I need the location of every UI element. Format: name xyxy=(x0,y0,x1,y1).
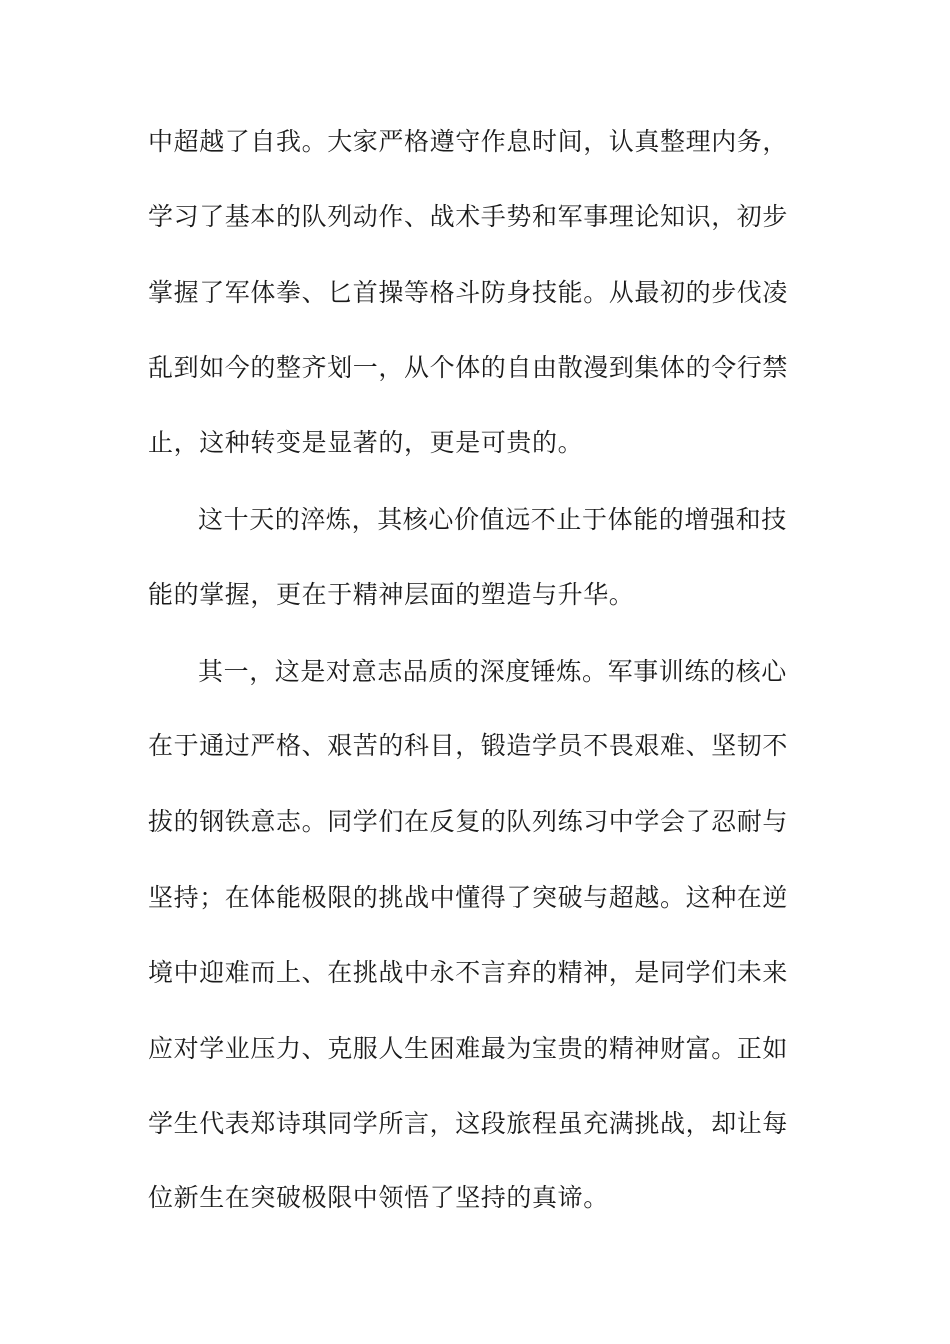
text-line: 这十天的淬炼，其核心价值远不止于体能的增强和技 xyxy=(198,505,787,534)
text-line: 掌握了军体拳、匕首操等格斗防身技能。从最初的步伐凌 xyxy=(148,278,789,307)
text-line: 乱到如今的整齐划一，从个体的自由散漫到集体的令行禁 xyxy=(148,353,789,382)
text-line: 其一，这是对意志品质的深度锤炼。军事训练的核心 xyxy=(198,657,787,686)
text-line: 中超越了自我。大家严格遵守作息时间，认真整理内务， xyxy=(148,127,789,156)
text-line: 坚持；在体能极限的挑战中懂得了突破与超越。这种在逆 xyxy=(148,883,789,912)
text-line: 学习了基本的队列动作、战术手势和军事理论知识，初步 xyxy=(148,202,789,231)
text-line: 境中迎难而上、在挑战中永不言弃的精神，是同学们未来 xyxy=(148,958,789,987)
text-line: 止，这种转变是显著的，更是可贵的。 xyxy=(148,428,584,457)
text-line: 能的掌握，更在于精神层面的塑造与升华。 xyxy=(148,580,635,609)
text-line: 学生代表郑诗琪同学所言，这段旅程虽充满挑战，却让每 xyxy=(148,1109,789,1138)
text-line: 位新生在突破极限中领悟了坚持的真谛。 xyxy=(148,1183,609,1212)
text-line: 拔的钢铁意志。同学们在反复的队列练习中学会了忍耐与 xyxy=(148,807,789,836)
text-line: 在于通过严格、艰苦的科目，锻造学员不畏艰难、坚韧不 xyxy=(148,731,789,760)
text-line: 应对学业压力、克服人生困难最为宝贵的精神财富。正如 xyxy=(148,1034,789,1063)
